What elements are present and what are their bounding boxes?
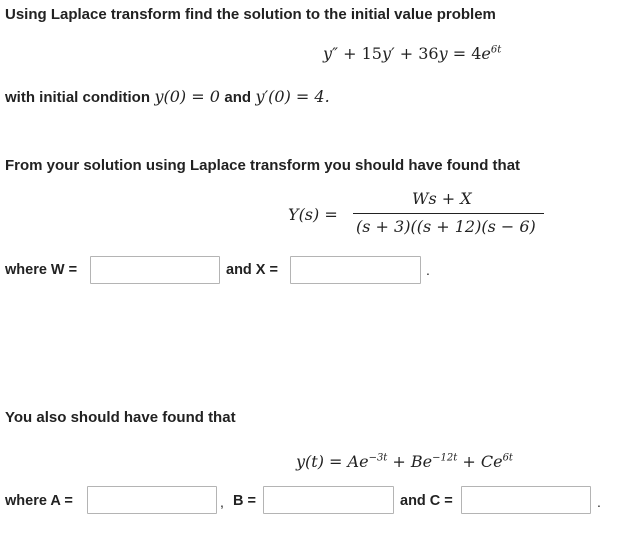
X-input[interactable]: [290, 256, 421, 284]
condition-y0: y(0) = 0: [154, 87, 220, 106]
comma: ,: [220, 494, 224, 510]
label-W: where W =: [5, 262, 78, 278]
eq-rhs-exponent: 6t: [490, 44, 502, 56]
B-input[interactable]: [263, 486, 394, 514]
label-C: and C =: [400, 493, 453, 509]
W-input[interactable]: [90, 256, 220, 284]
initial-condition-line: [5, 87, 330, 107]
label-A: where A =: [5, 493, 73, 509]
A-input[interactable]: [87, 486, 217, 514]
period-1: .: [426, 262, 430, 278]
condition-and: and: [224, 89, 252, 106]
fraction-numerator: Ws + X: [412, 189, 472, 208]
term-B: + Be: [387, 452, 433, 471]
term-C: + Ce: [457, 452, 503, 471]
problem-heading: Using Laplace transform find the solution to the initial value problem: [5, 6, 496, 23]
term-C-exponent: 6t: [502, 452, 513, 464]
term-A-exponent: −3t: [368, 452, 388, 464]
fraction-bar: [353, 213, 544, 214]
part2-heading: You also should have found that: [5, 409, 236, 426]
y-of-t-equation: [296, 452, 513, 471]
C-input[interactable]: [461, 486, 591, 514]
condition-prefix: with initial condition: [5, 89, 150, 106]
label-X: and X =: [226, 262, 278, 278]
Y-of-s-lhs: Y(s) =: [288, 205, 338, 224]
term-A: Ae: [347, 452, 369, 471]
eq-rhs-e: e: [481, 44, 491, 63]
y-of-t-lhs: y(t) =: [296, 452, 348, 471]
term-B-exponent: −12t: [432, 452, 458, 464]
eq-term-yp: y′: [381, 44, 395, 63]
eq-term-y: y: [438, 44, 448, 63]
differential-equation: [323, 44, 501, 63]
eq-op2: + 36: [394, 44, 439, 63]
fraction-denominator: (s + 3)((s + 12)(s − 6): [356, 217, 536, 236]
period-2: .: [597, 494, 601, 510]
label-B: B =: [233, 493, 256, 509]
condition-yp0: y′(0) = 4.: [255, 87, 330, 106]
eq-rhs-coef: = 4: [447, 44, 482, 63]
part1-heading: From your solution using Laplace transform you should have found that: [5, 157, 521, 174]
eq-term-ypp: y″: [323, 44, 339, 63]
eq-op1: + 15: [338, 44, 382, 63]
